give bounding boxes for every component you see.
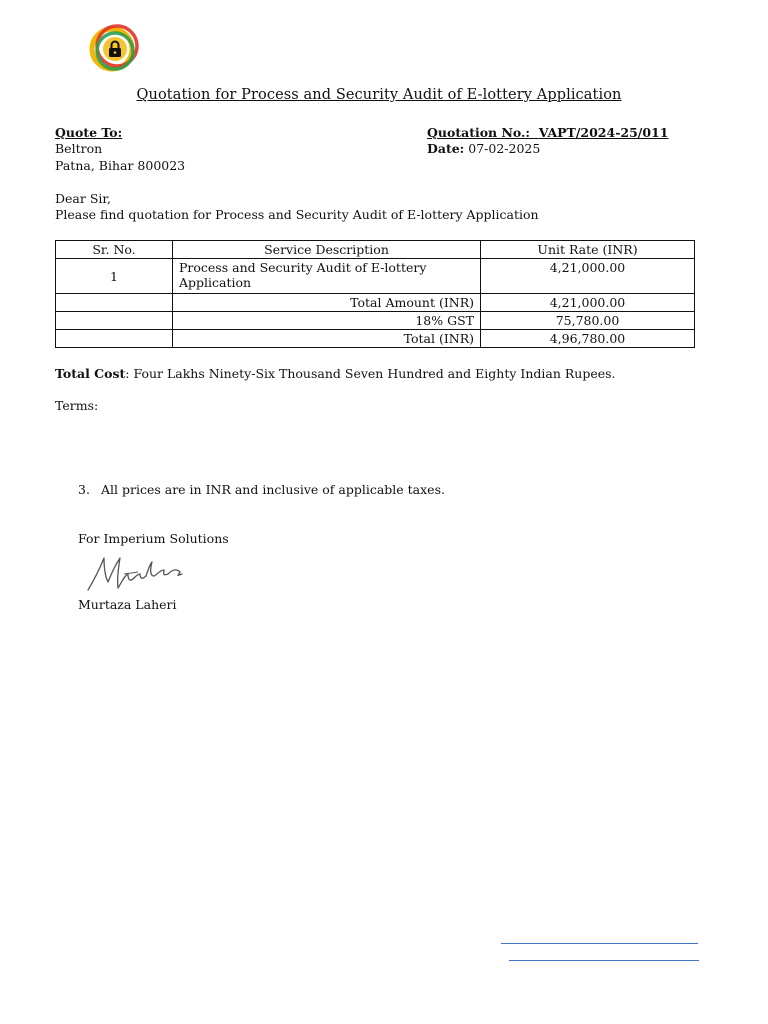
lock-logo-icon <box>88 22 142 76</box>
quote-to-label: Quote To: <box>55 125 123 140</box>
total-amount-label: Total Amount (INR) <box>173 294 481 312</box>
grand-total-label: Total (INR) <box>173 330 481 348</box>
row-description: Process and Security Audit of E-lottery Application <box>173 259 481 294</box>
date-label: Date: <box>427 141 465 156</box>
footer-link-line-2[interactable] <box>509 960 699 961</box>
header-sr-no: Sr. No. <box>56 241 173 259</box>
table-row <box>56 259 695 294</box>
recipient-address: Patna, Bihar 800023 <box>55 158 186 173</box>
recipient-name: Beltron <box>55 141 103 156</box>
quotation-number <box>427 125 668 141</box>
row-unit-rate: 4,21,000.00 <box>481 259 695 294</box>
term-3-text: All prices are in INR and inclusive of applicable taxes. <box>101 482 445 497</box>
total-amount-row <box>56 294 695 312</box>
quotation-date <box>427 141 540 157</box>
table-header-row <box>56 241 695 259</box>
gst-label: 18% GST <box>173 312 481 330</box>
grand-total-value: 4,96,780.00 <box>481 330 695 348</box>
signature-image <box>84 552 192 596</box>
document-title: Quotation for Process and Security Audit of E-lottery Application <box>136 87 622 103</box>
salutation: Dear Sir, <box>55 191 111 206</box>
quotation-table <box>55 240 695 348</box>
signatory-name: Murtaza Laheri <box>78 597 177 612</box>
terms-label: Terms: <box>55 398 99 413</box>
total-cost-text: : Four Lakhs Ninety-Six Thousand Seven Hundred and Eighty Indian Rupees. <box>125 366 616 381</box>
intro-text: Please find quotation for Process and Security Audit of E-lottery Application <box>55 207 539 222</box>
term-3-number: 3. <box>78 482 90 497</box>
total-cost-label: Total Cost <box>55 366 126 381</box>
grand-total-row <box>56 330 695 348</box>
date-value: 07-02-2025 <box>468 141 541 156</box>
total-cost <box>55 366 616 382</box>
quotation-no-label: Quotation No.: <box>427 125 530 140</box>
header-unit-rate: Unit Rate (INR) <box>481 241 695 259</box>
quotation-no-value: VAPT/2024-25/011 <box>538 125 669 140</box>
footer-link-line-1[interactable] <box>501 943 698 944</box>
row-sr-no: 1 <box>56 259 173 294</box>
total-amount-value: 4,21,000.00 <box>481 294 695 312</box>
header-service-description: Service Description <box>173 241 481 259</box>
gst-row <box>56 312 695 330</box>
gst-value: 75,780.00 <box>481 312 695 330</box>
closing-company: For Imperium Solutions <box>78 531 229 546</box>
